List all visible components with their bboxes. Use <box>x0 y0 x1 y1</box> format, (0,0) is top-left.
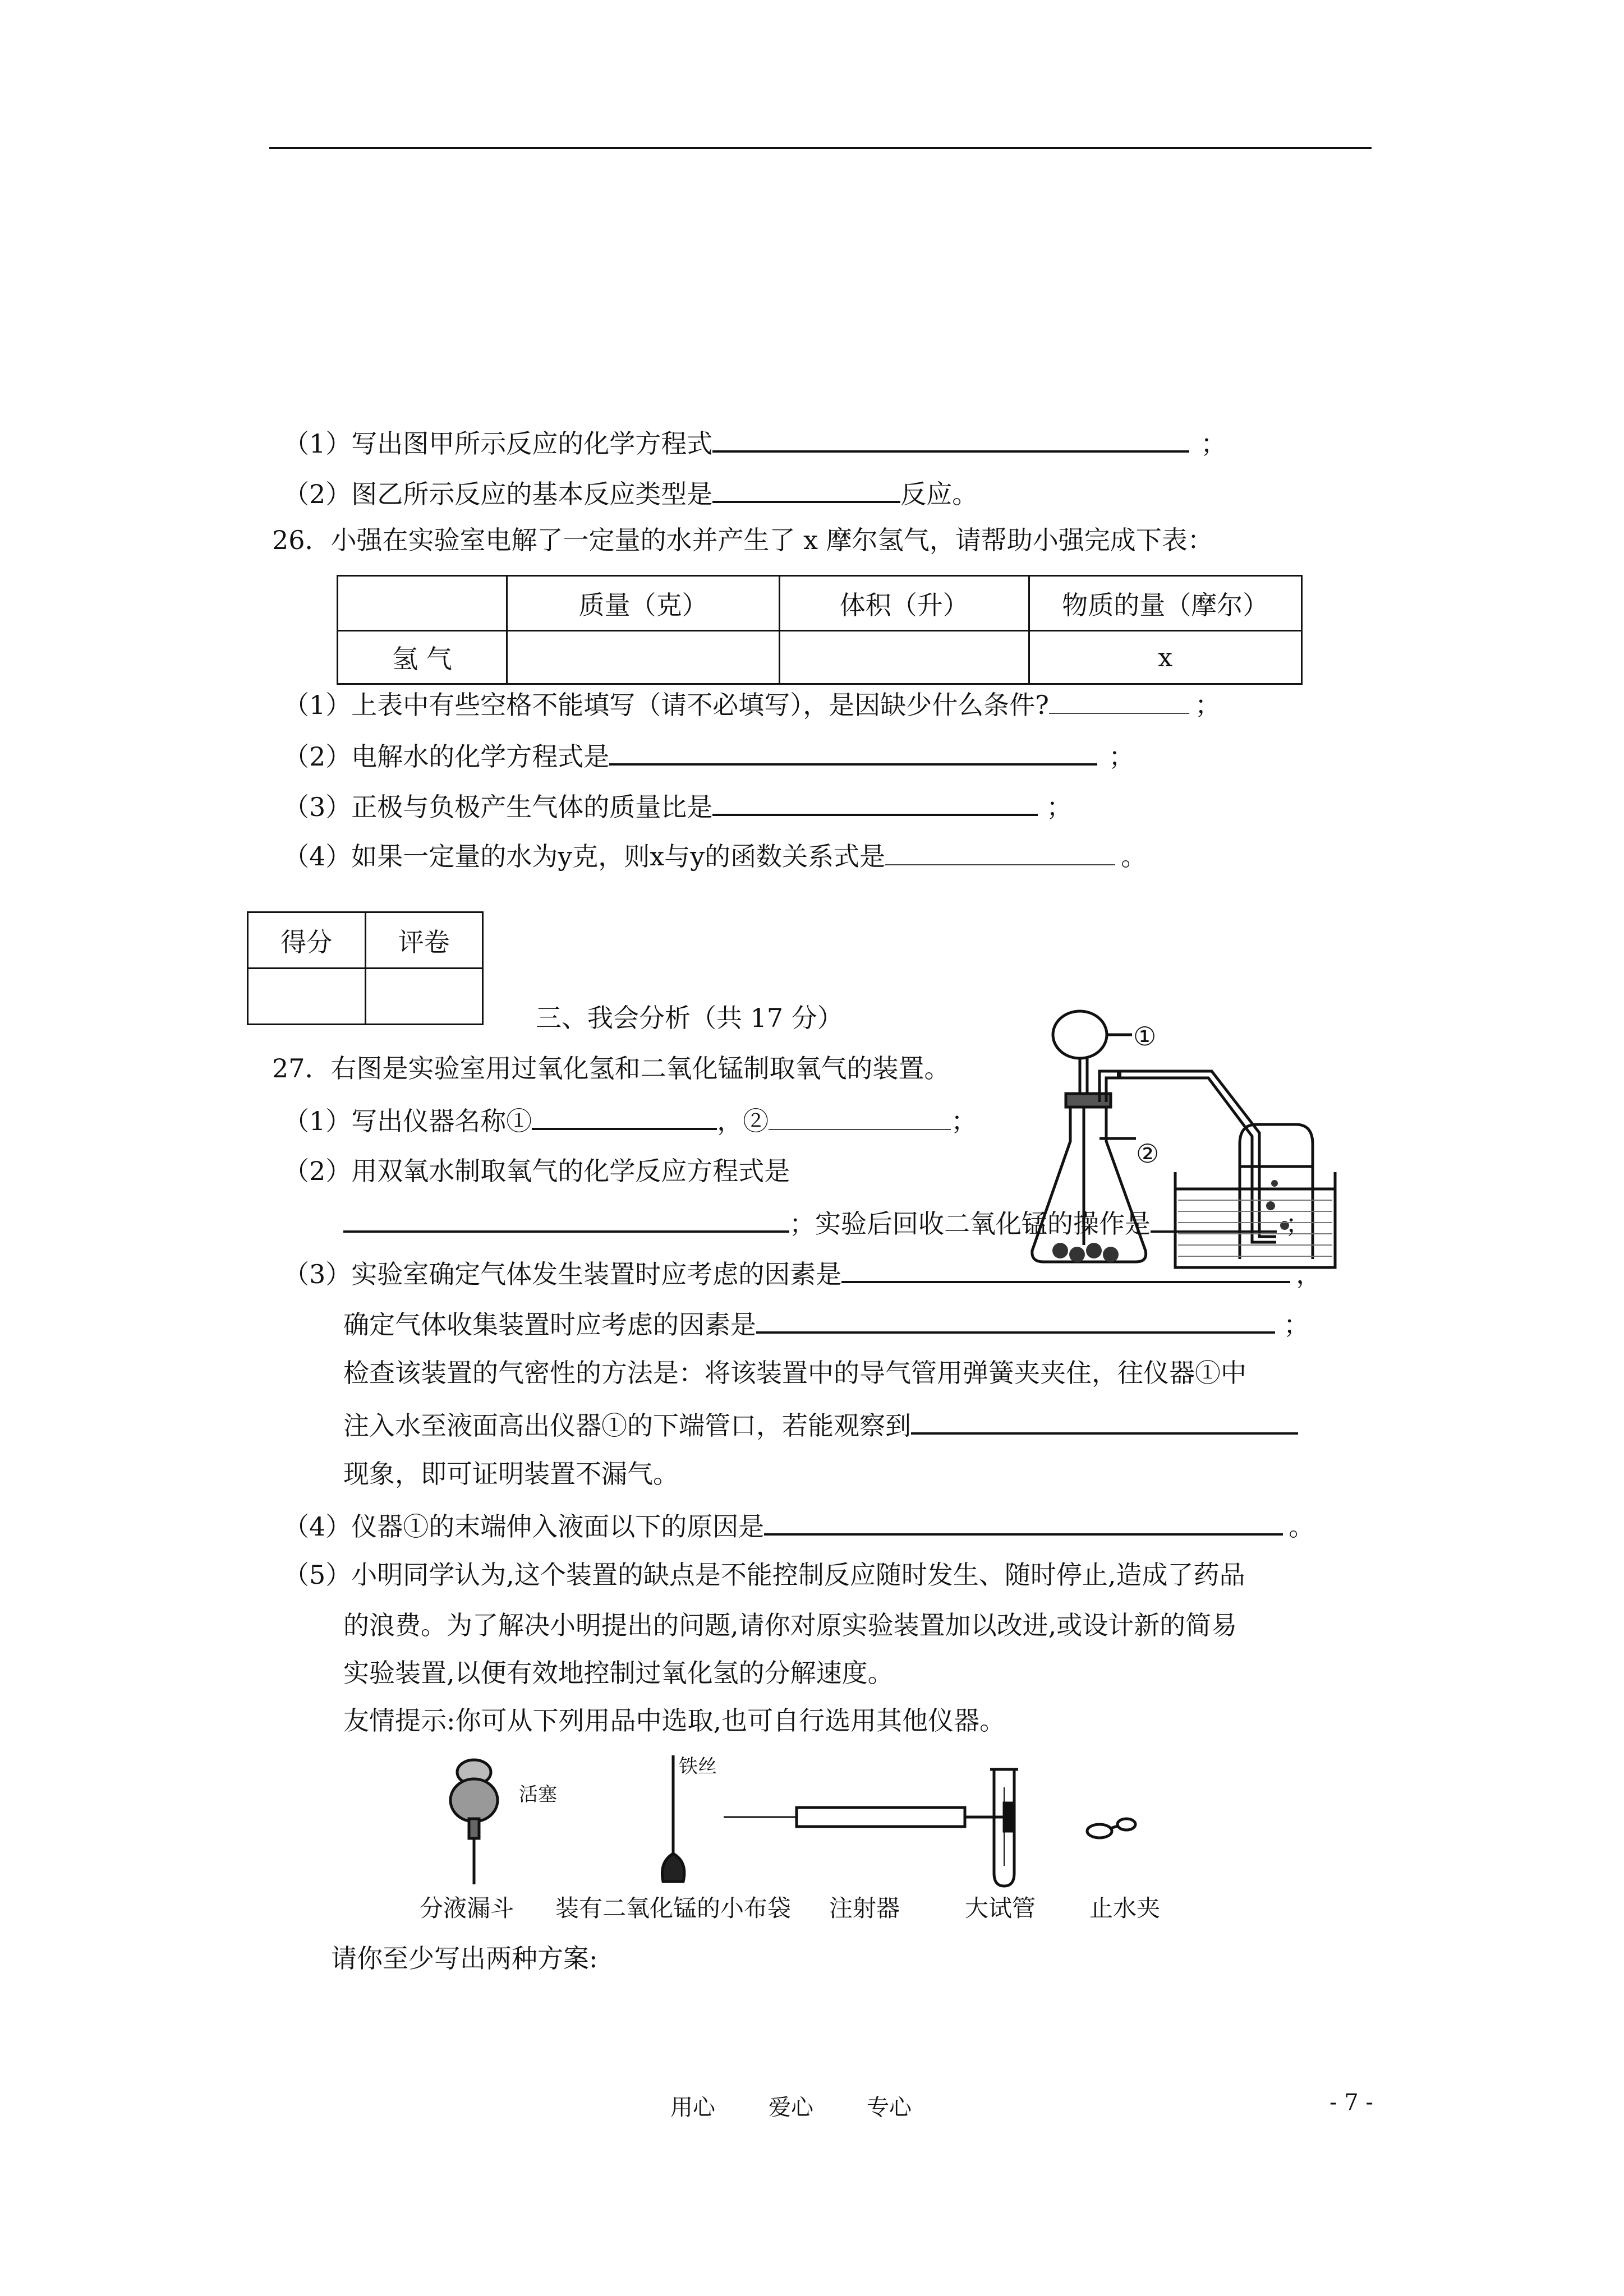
q26-part2 <box>283 737 1134 773</box>
q26-part3-end: ； <box>1046 792 1073 822</box>
q27-part1-text: （1）写出仪器名称① <box>283 1106 532 1136</box>
q25-part2 <box>283 475 978 511</box>
q27-part1-mid: ，② <box>717 1106 769 1136</box>
answer-blank[interactable] <box>343 1205 789 1233</box>
footer-motto-1: 用心 <box>670 2095 715 2120</box>
q27-part3-d <box>343 1407 1298 1442</box>
answer-blank[interactable] <box>1151 1205 1277 1233</box>
q27-part5-d: 友情提示:你可从下列用品中选取,也可自行选用其他仪器。 <box>343 1705 1006 1736</box>
q26-part4-text: （4）如果一定量的水为y克，则x与y的函数关系式是 <box>283 841 886 872</box>
q27-part5-a: （5）小明同学认为,这个装置的缺点是不能控制反应随时发生、随时停止,造成了药品 <box>283 1560 1245 1590</box>
answer-blank[interactable] <box>885 838 1115 865</box>
q26-part2-end: ； <box>1108 741 1135 772</box>
answer-blank[interactable] <box>911 1407 1298 1435</box>
q27-part3 <box>283 1255 1322 1291</box>
answer-blank[interactable] <box>609 737 1097 766</box>
table-header-empty <box>338 576 507 631</box>
answer-blank[interactable] <box>712 788 1038 816</box>
q27-part1-end: ； <box>951 1106 977 1136</box>
tool-syringe: 注射器 <box>829 1894 900 1922</box>
q27-part2: （2）用双氧水制取氧气的化学反应方程式是 <box>283 1156 790 1186</box>
q25-part1-text: （1）写出图甲所示反应的化学方程式 <box>283 428 713 459</box>
q26-part4-end: 。 <box>1121 841 1147 872</box>
q25-part2-end: 反应。 <box>900 479 978 509</box>
q27-part3-b <box>343 1306 1309 1341</box>
q27-part2-end: ； <box>1285 1209 1311 1239</box>
q27-part4-end: 。 <box>1289 1511 1315 1542</box>
q27-part3-c: 检查该装置的气密性的方法是：将该装置中的导气管用弹簧夹夹住，往仪器①中 <box>343 1358 1246 1388</box>
q25-part1-end: ； <box>1200 428 1227 459</box>
score-box <box>247 911 484 1025</box>
q27-part4-text: （4）仪器①的末端伸入液面以下的原因是 <box>283 1511 765 1542</box>
table-cell-volume[interactable] <box>780 631 1029 684</box>
q27-final-prompt: 请你至少写出两种方案: <box>331 1943 598 1974</box>
q27-part3-e: 现象，即可证明装置不漏气。 <box>343 1459 679 1489</box>
answer-blank[interactable] <box>1049 687 1189 714</box>
tool-clip: 止水夹 <box>1089 1894 1161 1922</box>
diagram-label-1: ① <box>1133 1021 1157 1052</box>
q27-part3-text: （3）实验室确定气体发生装置时应考虑的因素是 <box>283 1259 842 1289</box>
q27-part3d-text: 注入水至液面高出仪器①的下端管口，若能观察到 <box>343 1410 911 1441</box>
q26-part3-text: （3）正极与负极产生气体的质量比是 <box>283 792 713 822</box>
q26-part1-end: ； <box>1194 690 1221 720</box>
answer-blank[interactable] <box>532 1102 717 1130</box>
table-header-volume: 体积（升） <box>780 576 1029 631</box>
q26-part2-text: （2）电解水的化学方程式是 <box>283 741 610 772</box>
section-title: 三、我会分析（共 17 分） <box>536 1003 843 1033</box>
answer-blank[interactable] <box>764 1507 1283 1536</box>
grader-label: 评卷 <box>365 912 483 969</box>
table-header-moles: 物质的量（摩尔） <box>1029 576 1301 631</box>
tool-mno2-bag: 装有二氧化锰的小布袋 <box>555 1894 792 1922</box>
answer-blank[interactable] <box>841 1255 1290 1283</box>
q27-part2-cont <box>343 1205 1311 1241</box>
q27-part1 <box>283 1102 977 1138</box>
table-cell-moles: x <box>1029 631 1301 684</box>
q27-part2-mid: ；实验后回收二氧化锰的操作是 <box>789 1209 1151 1239</box>
score-cell[interactable] <box>248 969 366 1025</box>
q27-part5-b: 的浪费。为了解决小明提出的问题,请你对原实验装置加以改进,或设计新的简易 <box>343 1610 1237 1640</box>
tool-label-stopcock: 活塞 <box>519 1783 557 1806</box>
tool-test-tube: 大试管 <box>965 1894 1036 1922</box>
q27-part4 <box>283 1507 1314 1543</box>
header-rule <box>269 147 1372 149</box>
footer-motto-3: 专心 <box>867 2095 912 2120</box>
q26-part1-text: （1）上表中有些空格不能填写（请不必填写），是因缺少什么条件? <box>283 690 1049 720</box>
table-cell-mass[interactable] <box>507 631 780 684</box>
q26-stem: 26．小强在实验室电解了一定量的水并产生了 x 摩尔氢气，请帮助小强完成下表： <box>272 525 1213 555</box>
answer-blank[interactable] <box>712 475 900 503</box>
q25-part1 <box>283 425 1226 460</box>
q26-part3 <box>283 788 1072 824</box>
tools-illustration <box>443 1747 1195 1890</box>
answer-blank[interactable] <box>756 1306 1275 1334</box>
q27-part3-end: ， <box>1296 1259 1322 1289</box>
page-number: - 7 - <box>1329 2090 1373 2115</box>
answer-blank[interactable] <box>712 425 1189 453</box>
q25-part2-text: （2）图乙所示反应的基本反应类型是 <box>283 479 713 509</box>
q27-part3b-end: ； <box>1283 1310 1309 1340</box>
hydrogen-table <box>337 575 1303 685</box>
tool-label-iron-wire: 铁丝 <box>679 1755 717 1778</box>
score-label: 得分 <box>248 912 366 969</box>
table-row-label: 氢 气 <box>338 631 507 684</box>
q27-part5-c: 实验装置,以便有效地控制过氧化氢的分解速度。 <box>343 1658 894 1688</box>
tool-separatory-funnel: 分液漏斗 <box>420 1894 514 1922</box>
diagram-label-2: ② <box>1136 1138 1160 1169</box>
footer-motto-2: 爱心 <box>769 2095 813 2120</box>
q27-part3b-text: 确定气体收集装置时应考虑的因素是 <box>343 1310 756 1340</box>
q27-stem: 27．右图是实验室用过氧化氢和二氧化锰制取氧气的装置。 <box>272 1053 950 1084</box>
grader-cell[interactable] <box>365 969 483 1025</box>
answer-blank[interactable] <box>769 1103 951 1130</box>
q26-part1 <box>283 687 1221 722</box>
table-header-mass: 质量（克） <box>507 576 780 631</box>
q26-part4 <box>283 838 1147 873</box>
